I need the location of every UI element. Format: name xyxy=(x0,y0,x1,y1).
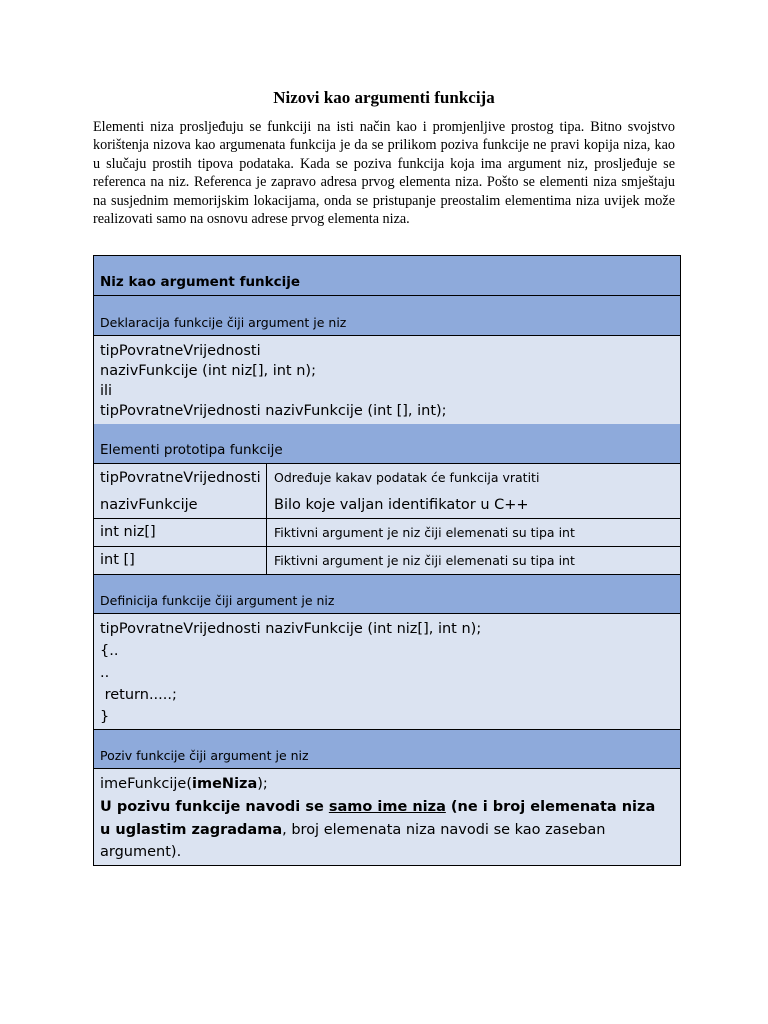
definition-line: return.....; xyxy=(100,687,177,703)
prototype-term: int [] xyxy=(100,552,135,568)
definition-header-row xyxy=(94,574,680,614)
prototype-desc: Fiktivni argument je niz čiji elemenati su tipa int xyxy=(274,553,575,568)
definition-line: } xyxy=(100,709,110,725)
prototype-desc: Bilo koje valjan identifikator u C++ xyxy=(274,497,529,513)
call-suffix: ); xyxy=(257,776,268,792)
definition-line: tipPovratneVrijednosti nazivFunkcije (int niz[], int n); xyxy=(100,621,482,637)
call-header: Poziv funkcije čiji argument je niz xyxy=(100,748,309,763)
call-note-text: , broj elemenata niza navodi se kao zaseban argument). xyxy=(100,821,606,860)
declaration-header-row xyxy=(94,296,680,336)
declaration-line: tipPovratneVrijednosti xyxy=(100,343,261,359)
call-line xyxy=(100,774,268,795)
call-prefix: imeFunkcije( xyxy=(100,776,193,792)
definition-line: .. xyxy=(100,665,110,681)
summary-table xyxy=(93,255,681,866)
declaration-line: tipPovratneVrijednosti nazivFunkcije (int [], int); xyxy=(100,403,447,419)
declaration-header: Deklaracija funkcije čiji argument je niz xyxy=(100,315,347,330)
prototype-row xyxy=(94,464,680,519)
prototype-term: tipPovratneVrijednosti xyxy=(100,470,261,486)
call-note-underlined: samo ime niza xyxy=(328,799,446,815)
definition-header: Definicija funkcije čiji argument je niz xyxy=(100,593,335,608)
prototype-header-row xyxy=(94,424,680,464)
definition-block xyxy=(94,614,680,729)
page-title: Nizovi kao argumenti funkcija xyxy=(273,88,495,107)
declaration-block xyxy=(94,336,680,424)
call-array-name: imeNiza xyxy=(192,776,258,792)
call-note-bold: (ne i broj elemenata niza u uglastim zagradama xyxy=(100,799,656,838)
table-heading-row xyxy=(94,256,680,296)
call-note-bold: U pozivu funkcije navodi se xyxy=(100,799,329,815)
declaration-line: nazivFunkcije (int niz[], int n); xyxy=(100,363,316,379)
table-heading: Niz kao argument funkcije xyxy=(100,274,301,290)
declaration-line: ili xyxy=(100,383,113,399)
prototype-term: int niz[] xyxy=(100,524,156,540)
prototype-row xyxy=(94,547,680,574)
prototype-desc: Fiktivni argument je niz čiji elemenati su tipa int xyxy=(274,525,575,540)
call-header-row xyxy=(94,729,680,769)
prototype-term: nazivFunkcije xyxy=(100,497,198,513)
intro-paragraph: Elementi niza prosljeđuju se funkciji na isti način kao i promjenljive prostog tipa. Bitno svojstvo korištenja nizova kao argumenata funkcija je da se prilikom poziva funkcije ne pravi kopija niza, kao u slučaju prostih tipova podataka. Kada se poziva funkcija koja ima argument niz, prosljeđuje se referenca na niz. Referenca je zapravo adresa prvog elementa niza. Pošto se elementi niza smještaju na susjednim memorijskim lokacijama, onda se pristupanje preostalim elementima niza uvijek može realizovati samo na osnovu adrese prvog elementa niza. xyxy=(93,119,675,228)
call-note xyxy=(100,796,660,864)
call-block xyxy=(94,769,680,865)
prototype-row xyxy=(94,519,680,547)
definition-line: {.. xyxy=(100,643,119,659)
prototype-desc: Određuje kakav podatak će funkcija vratiti xyxy=(274,470,540,485)
prototype-header: Elementi prototipa funkcije xyxy=(100,442,283,458)
